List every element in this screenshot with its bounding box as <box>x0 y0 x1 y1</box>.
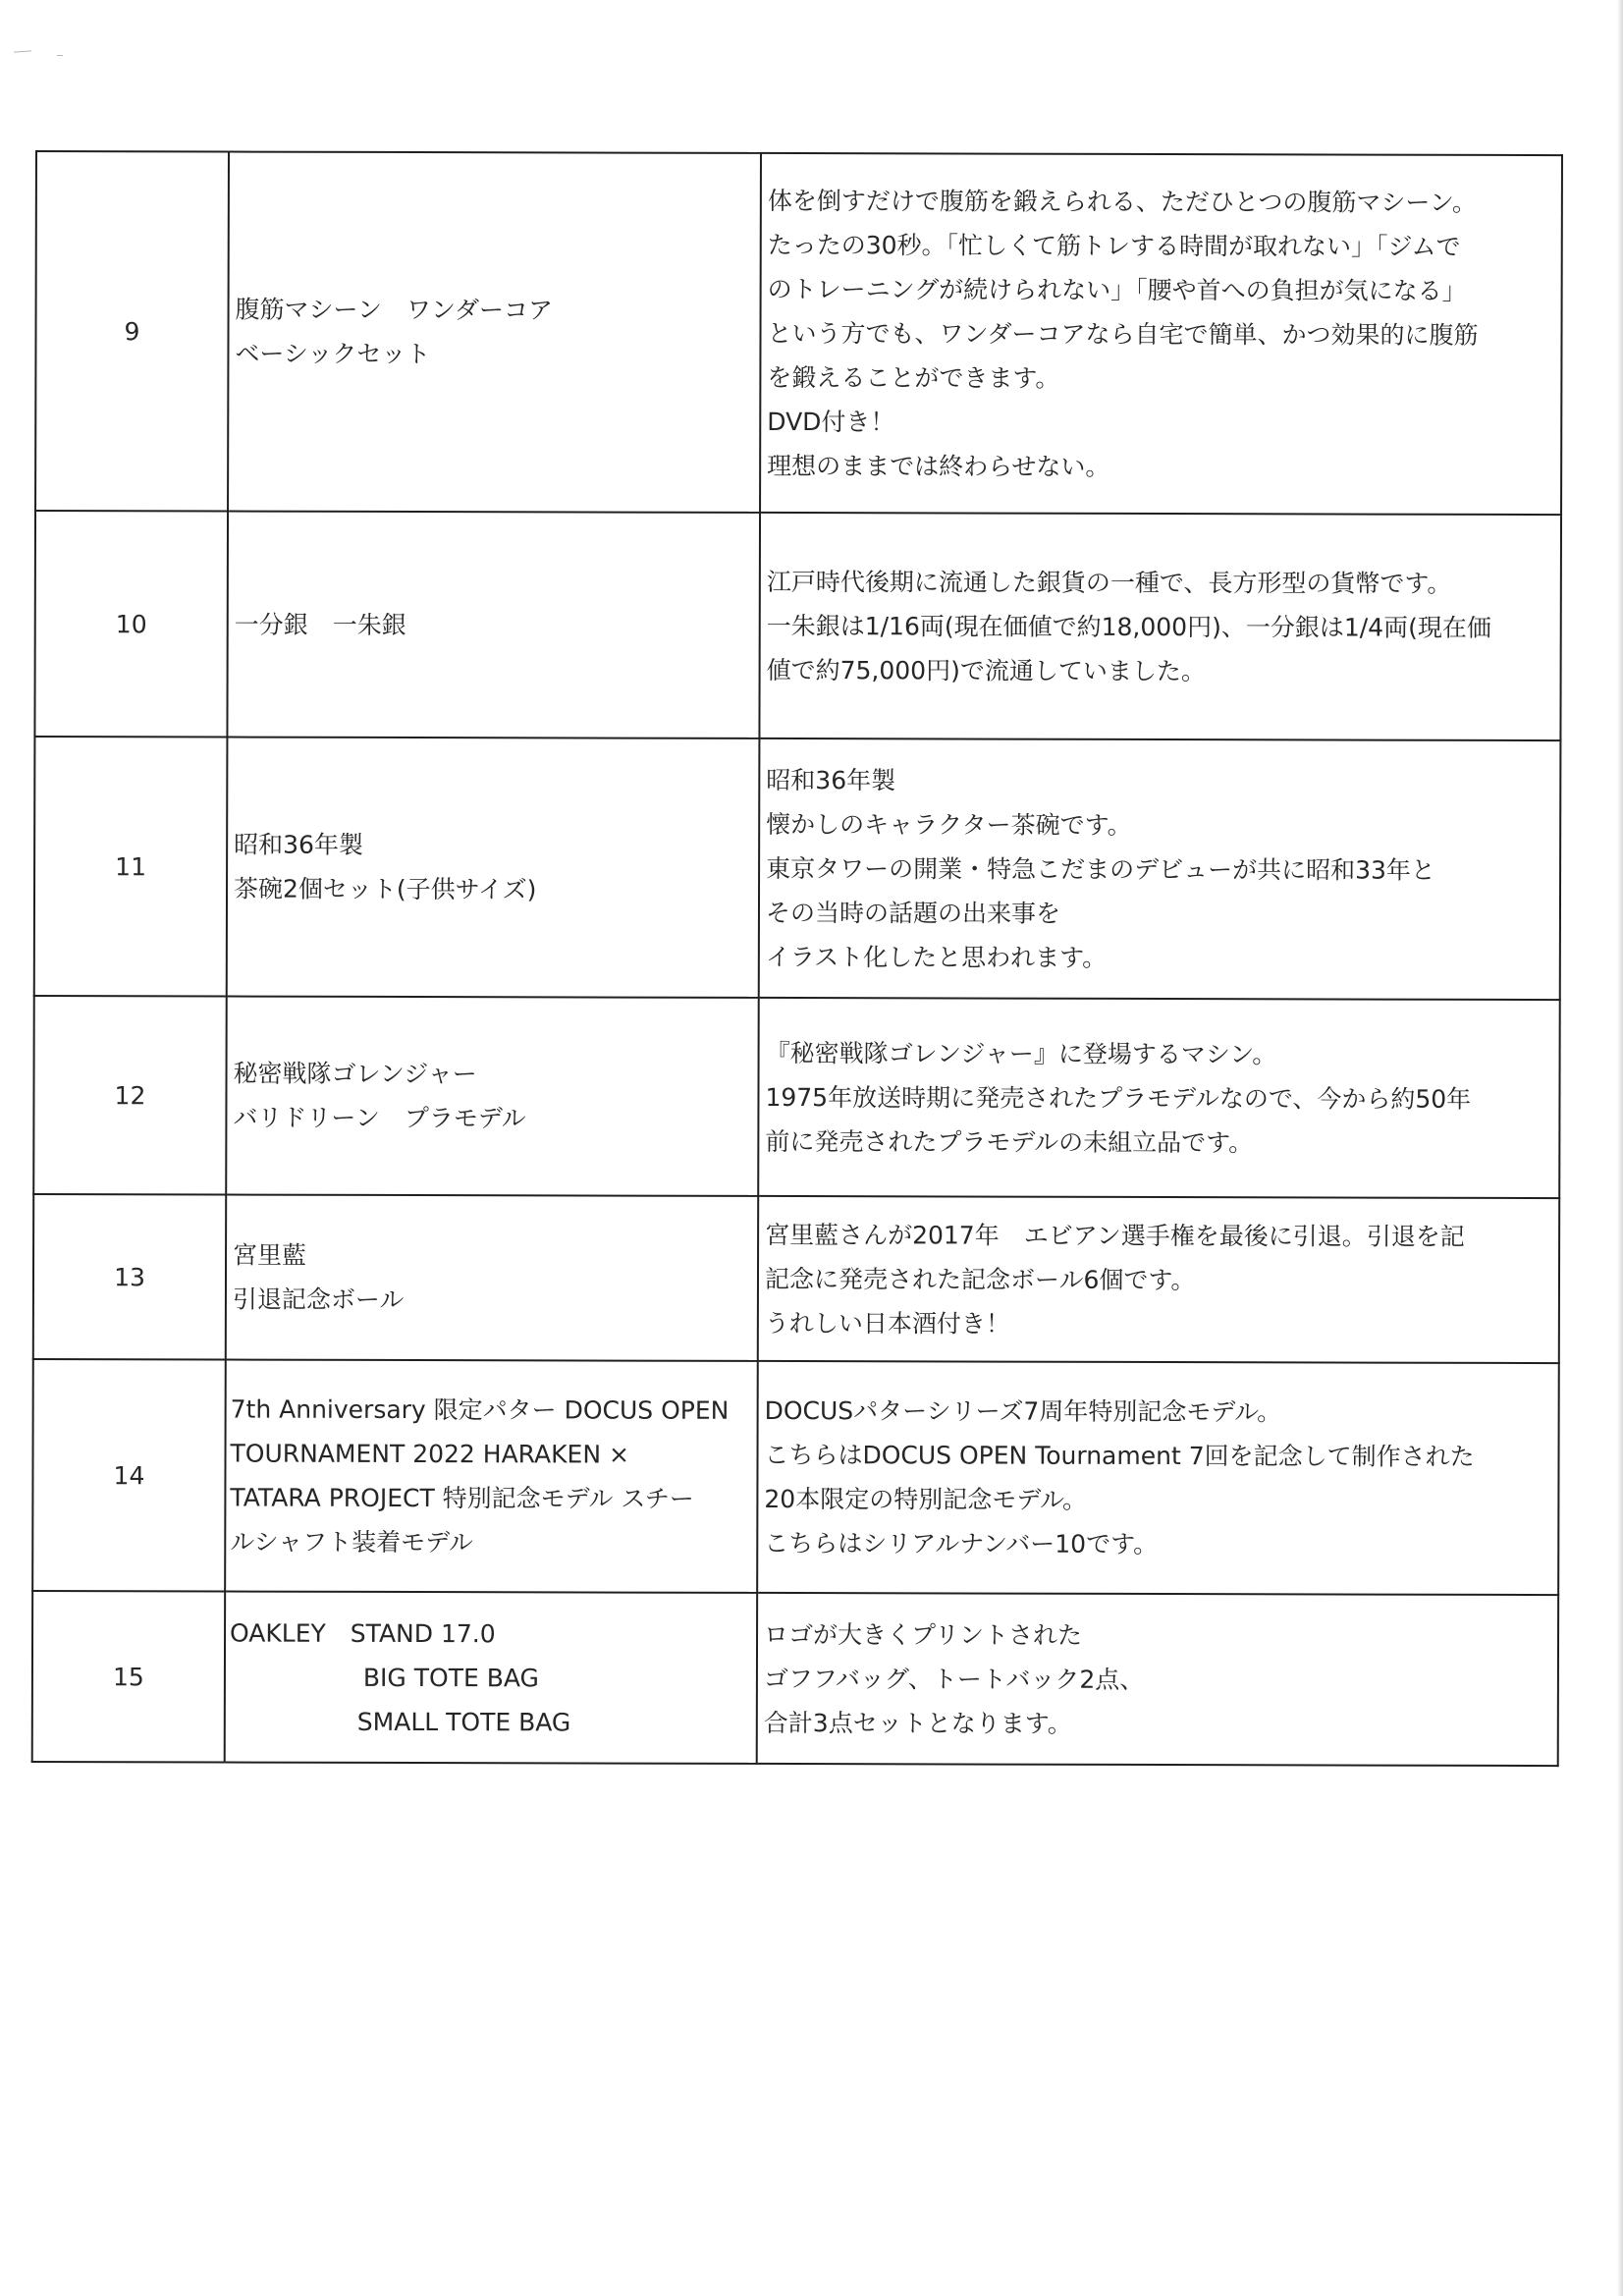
item-table <box>31 150 1563 1767</box>
item-description-line: 合計3点セットとなります。 <box>763 1708 1072 1738</box>
item-name-line: 引退記念ボール <box>232 1285 405 1314</box>
item-description-line: こちらはDOCUS OPEN Tournament 7回を記念して制作された <box>764 1440 1475 1471</box>
table-row <box>35 151 1562 515</box>
item-name-line: ルシャフト装着モデル <box>230 1527 473 1558</box>
item-name <box>227 738 760 998</box>
table-row <box>34 737 1561 1000</box>
item-description-line: 東京タワーの開業・特急こだまのデビューが共に昭和33年と <box>766 853 1435 885</box>
table-row <box>32 1359 1559 1595</box>
table-row <box>33 1194 1559 1363</box>
item-description-line: のトレーニングが続けられない」「腰や首への負担が気になる」 <box>767 274 1467 305</box>
item-description-line: 値で約75,000円)で流通していました。 <box>766 655 1206 685</box>
item-description-line: こちらはシリアルナンバー10です。 <box>764 1528 1159 1558</box>
item-name-line: TOURNAMENT 2022 HARAKEN × <box>230 1439 629 1469</box>
item-description-line: 一朱銀は1/16両(現在価値で約18,000円)、一分銀は1/4両(現在価 <box>766 611 1491 642</box>
item-number: 13 <box>33 1194 226 1360</box>
item-name <box>226 1195 758 1361</box>
item-description <box>759 513 1561 740</box>
item-name-line: 一分銀 一朱銀 <box>234 610 406 639</box>
item-name-line: ベーシックセット <box>235 339 431 369</box>
item-description <box>760 153 1562 515</box>
item-name <box>225 1592 757 1764</box>
item-description-line: 記念に発売された記念ボール6個です。 <box>764 1264 1196 1294</box>
item-description <box>757 1593 1558 1766</box>
item-description <box>757 1361 1559 1595</box>
table-row <box>34 511 1561 740</box>
item-description-line: ゴフフバッグ、トートバック2点、 <box>763 1664 1145 1694</box>
item-description-line: という方でも、ワンダーコアなら自宅で簡単、かつ効果的に腹筋 <box>767 318 1479 350</box>
item-number: 12 <box>33 996 227 1195</box>
item-name-line: 茶碗2個セット(子供サイズ) <box>233 874 537 904</box>
scan-speck <box>14 50 31 52</box>
item-description-line: 『秘密戦隊ゴレンジャー』に登場するマシン。 <box>765 1038 1277 1068</box>
item-description-line: DVD付き！ <box>767 407 895 436</box>
item-name <box>228 152 761 513</box>
item-description-line: イラスト化したと思われます。 <box>765 942 1108 972</box>
item-description-line: 理想のままでは終わらせない。 <box>767 451 1110 481</box>
item-number: 9 <box>35 151 229 512</box>
item-number: 10 <box>34 511 228 738</box>
scan-speck <box>57 55 63 56</box>
item-name-line: バリドリーン プラモデル <box>233 1103 526 1133</box>
item-name <box>225 1360 758 1593</box>
item-description-line: 20本限定の特別記念モデル。 <box>764 1484 1088 1514</box>
item-description-line: たったの30秒。「忙しくて筋トレする時間が取れない」「ジムで <box>767 230 1461 261</box>
item-name-line: 7th Anniversary 限定パター DOCUS OPEN <box>230 1394 730 1425</box>
item-description <box>759 738 1561 1000</box>
item-name-line: OAKLEY STAND 17.0 <box>230 1618 496 1648</box>
table-row <box>32 1591 1558 1766</box>
item-name-line: BIG TOTE BAG <box>362 1663 539 1692</box>
item-description-line: 宮里藍さんが2017年 エビアン選手権を最後に引退。引退を記 <box>765 1220 1465 1251</box>
item-description-line: DOCUSパターシリーズ7周年特別記念モデル。 <box>764 1395 1282 1427</box>
item-description-line: うれしい日本酒付き！ <box>764 1308 1010 1339</box>
item-description-line: を鍛えることができます。 <box>767 362 1060 393</box>
item-description-line: 1975年放送時期に発売されたプラモデルなので、今から約50年 <box>765 1082 1472 1114</box>
item-name-line: 昭和36年製 <box>234 830 363 859</box>
item-description-line: 懐かしのキャラクター茶碗です。 <box>766 809 1132 840</box>
item-name <box>227 512 760 738</box>
item-description-line: 昭和36年製 <box>766 765 896 794</box>
item-name-line: SMALL TOTE BAG <box>356 1707 571 1736</box>
item-description-line: 江戸時代後期に流通した銀貨の一種で、長方形型の貨幣です。 <box>766 567 1452 598</box>
item-description-line: その当時の話題の出来事を <box>765 898 1061 928</box>
item-number: 14 <box>32 1359 226 1592</box>
table-row <box>33 996 1560 1198</box>
item-description <box>758 998 1560 1198</box>
scan-edge-shadow <box>1617 0 1623 2296</box>
item-description-line: 体を倒すだけで腹筋を鍛えられる、ただひとつの腹筋マシーン。 <box>767 186 1477 217</box>
item-description <box>758 1196 1559 1363</box>
item-number: 15 <box>32 1591 225 1763</box>
item-name-line: 腹筋マシーン ワンダーコア <box>235 295 554 325</box>
item-name <box>226 997 759 1196</box>
item-description-line: 前に発売されたプラモデルの未組立品です。 <box>765 1126 1254 1157</box>
item-name-line: 秘密戦隊ゴレンジャー <box>233 1059 477 1089</box>
item-number: 11 <box>34 737 228 997</box>
item-name-line: TATARA PROJECT 特別記念モデル スチー <box>230 1483 694 1513</box>
item-name-line: 宮里藍 <box>233 1240 307 1270</box>
item-description-line: ロゴが大きくプリントされた <box>764 1619 1083 1650</box>
